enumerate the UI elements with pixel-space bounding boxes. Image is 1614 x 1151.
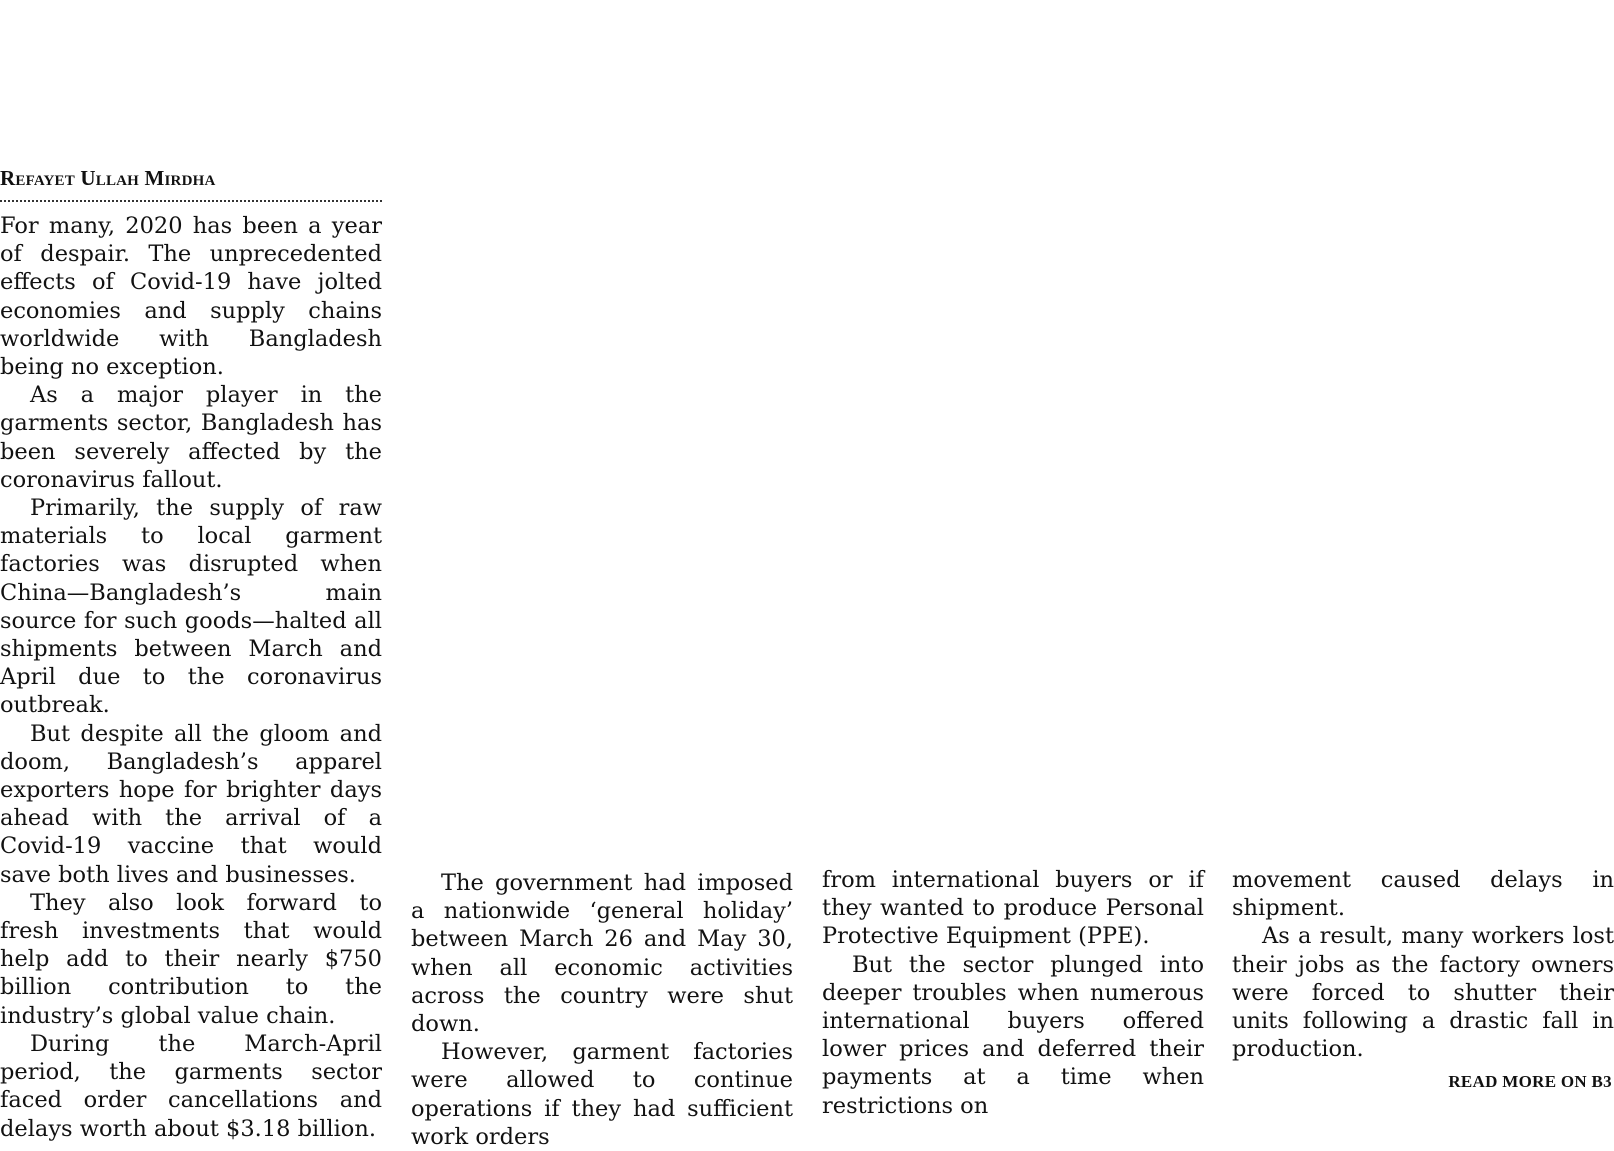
paragraph: But despite all the gloom and doom, Bangladesh’s apparel exporters hope for brighter days ahead with the arrival of a Covid-19 vaccine that would save both lives and businesses. xyxy=(0,720,382,888)
read-more-link[interactable]: READ MORE ON B3 xyxy=(1448,1072,1612,1091)
article-column-1 xyxy=(0,212,382,1143)
paragraph: During the March-April period, the garments sector faced order cancellations and delays worth about $3.18 billion. xyxy=(0,1030,382,1142)
article-column-3 xyxy=(822,866,1204,1120)
paragraph: movement caused delays in shipment. xyxy=(1232,867,1614,922)
byline-divider xyxy=(0,200,382,202)
paragraph: from international buyers or if they wanted to produce Personal Protective Equipment (PPE). xyxy=(822,867,1204,950)
article-column-4 xyxy=(1232,866,1614,1063)
paragraph: As a major player in the garments sector, Bangladesh has been severely affected by the coronavirus fallout. xyxy=(0,382,382,493)
paragraph: They also look forward to fresh investments that would help add to their nearly $750 billion contribution to the industry’s global value chain. xyxy=(0,889,382,1029)
paragraph: But the sector plunged into deeper troubles when numerous international buyers offered lower prices and deferred their payments at a time when restrictions on xyxy=(822,951,1204,1119)
article-column-2 xyxy=(411,869,793,1151)
paragraph: However, garment factories were allowed to continue operations if they had sufficient work orders xyxy=(411,1039,793,1150)
paragraph: For many, 2020 has been a year of despair. The unprecedented effects of Covid-19 have jolted economies and supply chains worldwide with Bangladesh being no exception. xyxy=(0,213,382,381)
paragraph: The government had imposed a nationwide ‘general holiday’ between March 26 and May 30, when all economic activities across the country were shut down. xyxy=(411,870,793,1038)
byline: Refayet Ullah Mirdha xyxy=(0,166,216,190)
paragraph: As a result, many workers lost their jobs as the factory owners were forced to shutter their units following a drastic fall in production. xyxy=(1232,923,1614,1063)
paragraph: Primarily, the supply of raw materials to local garment factories was disrupted when China—Bangladesh’s main source for such goods—halted all shipments between March and April due to the coronavirus outbreak. xyxy=(0,495,382,719)
